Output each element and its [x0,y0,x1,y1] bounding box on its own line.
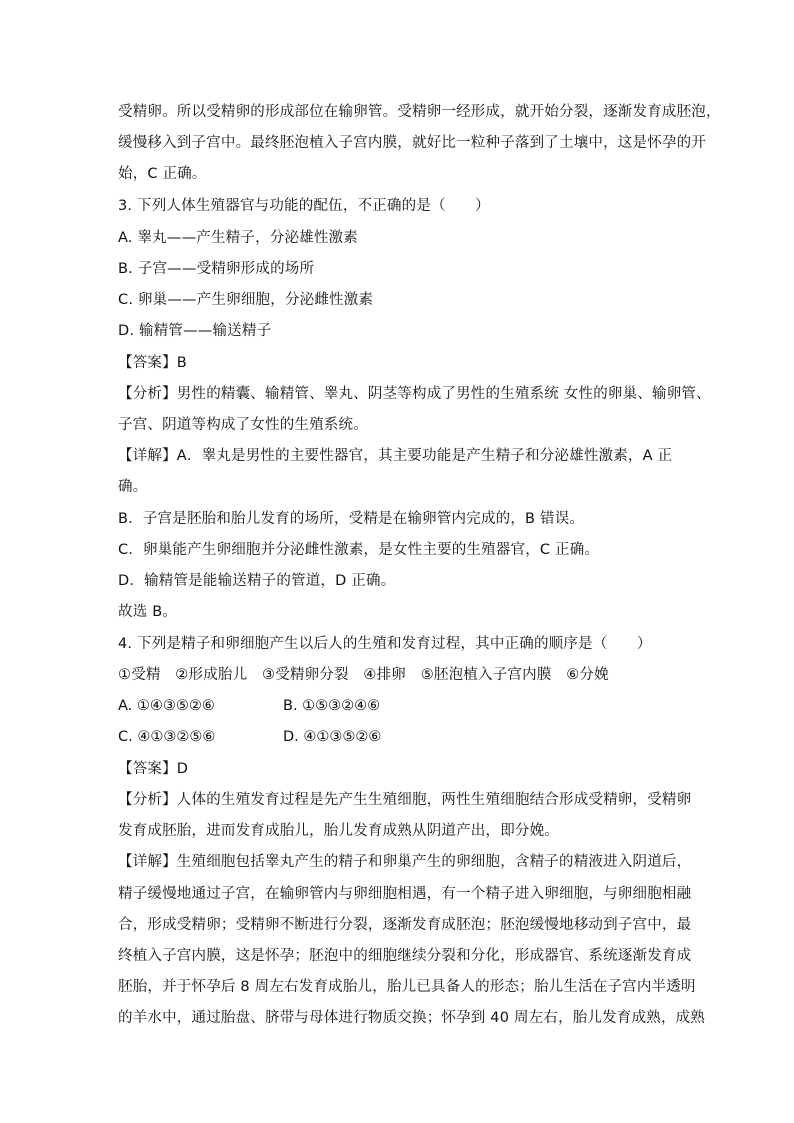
analysis-line: 发育成胚胎，进而发育成胎儿，胎儿发育成熟从阴道产出，即分娩。 [118,823,559,839]
text-line: 缓慢移入到子宫中。最终胚泡植入子宫内膜，就好比一粒种子落到了土壤中，这是怀孕的开 [118,135,706,151]
detail-line: D．输精管是能输送精子的管道，D 正确。 [118,573,396,589]
question-3-option-d: D. 输精管——输送精子 [118,323,272,339]
text-line: 始，C 正确。 [118,166,207,182]
question-4-items: ①受精 ②形成胎儿 ③受精卵分裂 ④排卵 ⑤胚泡植入子宫内膜 ⑥分娩 [118,667,609,683]
detail-line: C．卵巢能产生卵细胞并分泌雌性激素，是女性主要的生殖器官，C 正确。 [118,542,600,558]
analysis-line: 【分析】男性的精囊、输精管、睾丸、阴茎等构成了男性的生殖系统 女性的卵巢、输卵管、 [118,386,711,402]
question-3-option-b: B. 子宫——受精卵形成的场所 [118,261,315,277]
detail-line: 合，形成受精卵；受精卵不断进行分裂，逐渐发育成胚泡；胚泡缓慢地移动到子宫中，最 [118,917,692,933]
detail-line: 的羊水中，通过胎盘、脐带与母体进行物质交换；怀孕到 40 周左右，胎儿发育成熟，成熟 [118,1010,706,1026]
question-4-option-b: B. ①⑤③②④⑥ [283,698,381,714]
conclusion-line: 故选 B。 [118,604,178,620]
detail-line: 【详解】生殖细胞包括睾丸产生的精子和卵巢产生的卵细胞，含精子的精液进入阴道后， [118,854,692,870]
detail-line: 终植入子宫内膜，这是怀孕；胚泡中的细胞继续分裂和分化，形成器官、系统逐渐发育成 [118,948,692,964]
question-3-option-a: A. 睾丸——产生精子，分泌雄性激素 [118,230,358,246]
answer-label: 【答案】B [118,355,187,371]
question-4-option-c: C. ④①③②⑤⑥ [118,729,216,745]
analysis-line: 【分析】人体的生殖发育过程是先产生生殖细胞，两性生殖细胞结合形成受精卵，受精卵 [118,792,692,808]
detail-line: 精子缓慢地通过子宫，在输卵管内与卵细胞相遇，有一个精子进入卵细胞，与卵细胞相融 [118,886,692,902]
question-4-option-a: A. ①④③⑤②⑥ [118,698,215,714]
detail-line: 胚胎，并于怀孕后 8 周左右发育成胎儿，胎儿已具备人的形态；胎儿生活在子宫内半透明 [118,979,696,995]
detail-line: 确。 [118,479,148,495]
detail-line: 【详解】A．睾丸是男性的主要性器官，其主要功能是产生精子和分泌雄性激素，A 正 [118,448,673,464]
question-3-stem: 3. 下列人体生殖器官与功能的配伍，不正确的是（ ） [118,198,490,214]
question-4-stem: 4. 下列是精子和卵细胞产生以后人的生殖和发育过程，其中正确的顺序是（ ） [118,636,652,652]
text-line: 受精卵。所以受精卵的形成部位在输卵管。受精卵一经形成，就开始分裂，逐渐发育成胚泡， [118,104,721,120]
analysis-line: 子宫、阴道等构成了女性的生殖系统。 [118,417,368,433]
answer-label: 【答案】D [118,761,189,777]
question-3-option-c: C. 卵巢——产生卵细胞，分泌雌性激素 [118,292,374,308]
question-4-option-d: D. ④①③⑤②⑥ [283,729,382,745]
detail-line: B．子宫是胚胎和胎儿发育的场所，受精是在输卵管内完成的，B 错误。 [118,511,585,527]
